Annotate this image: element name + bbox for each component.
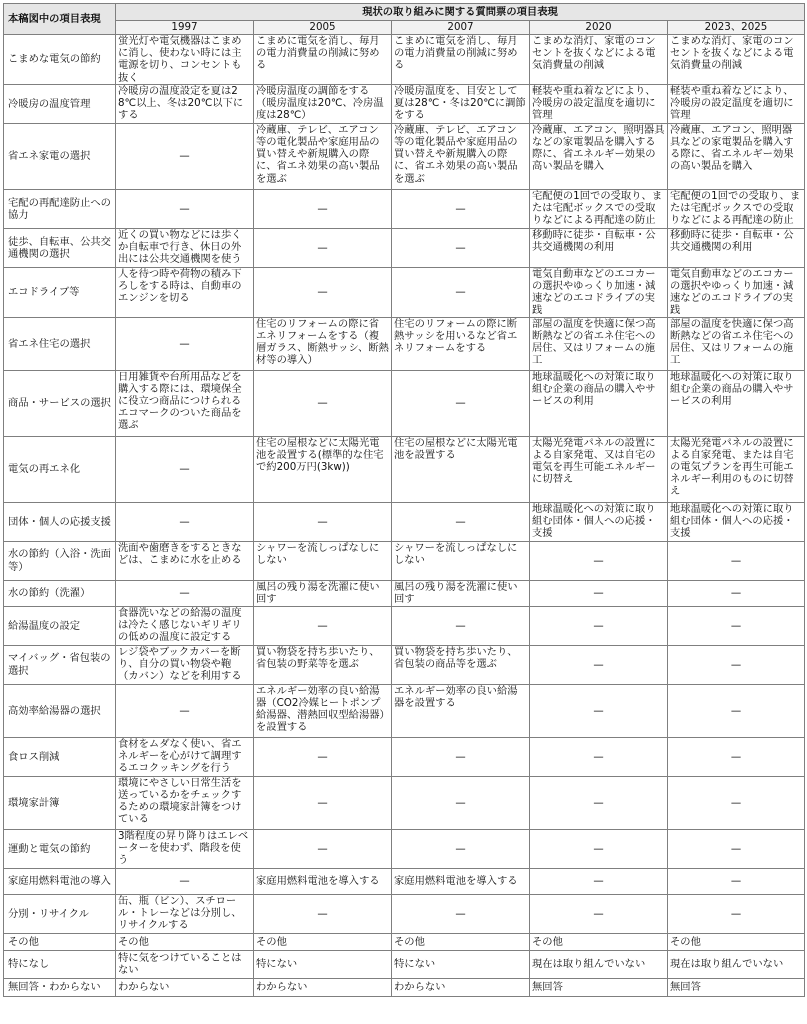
table-cell: 日用雑貨や台所用品などを購入する際には、環境保全に役立つ商品につけられるエコマークのついた商品を選ぶ [116, 370, 254, 436]
table-cell: 移動時に徒歩・自転車・公共交通機関の利用 [530, 228, 668, 267]
table-cell: その他 [530, 933, 668, 950]
table-cell: 宅配便の1回での受取り、または宅配ボックスでの受取りなどによる再配達の防止 [530, 189, 668, 228]
table-cell: 人を待つ時や荷物の積み下ろしをする時は、自動車のエンジンを切る [116, 267, 254, 317]
table-row [4, 35, 805, 85]
year-header-2023-2025: 2023、2025 [668, 21, 805, 35]
row-label: 高効率給湯器の選択 [4, 684, 116, 737]
table-cell: レジ袋やブックカバーを断り、自分の買い物袋や鞄（カバン）などを利用する [116, 645, 254, 684]
table-row [4, 645, 805, 684]
empty-cell: — [254, 737, 392, 776]
table-row [4, 84, 805, 123]
table-row [4, 776, 805, 829]
table-cell: 住宅のリフォームの際に省エネリフォームをする（複層ガラス、断熱サッシ、断熱材等の導入） [254, 317, 392, 370]
empty-cell: — [530, 606, 668, 645]
empty-cell: — [530, 737, 668, 776]
row-label: 水の節約（洗濯） [4, 580, 116, 606]
empty-cell: — [254, 502, 392, 541]
table-cell: 冷蔵庫、テレビ、エアコン等の電化製品や家庭用品の買い替えや新規購入の際に、省エネ効果の高い製品を選ぶ [392, 123, 530, 189]
row-label: 電気の再エネ化 [4, 436, 116, 502]
table-cell: 住宅の屋根などに太陽光電池を設置する [392, 436, 530, 502]
table-cell: こまめに電気を消し、毎月の電力消費量の削減に努める [254, 35, 392, 85]
empty-cell: — [530, 776, 668, 829]
table-cell: 部屋の温度を快適に保つ高断熱などの省エネ住宅への居住、又はリフォームの施工 [530, 317, 668, 370]
table-cell: 地球温暖化への対策に取り組む企業の商品の購入やサービスの利用 [530, 370, 668, 436]
row-label: 分別・リサイクル [4, 894, 116, 933]
empty-cell: — [254, 189, 392, 228]
table-row [4, 606, 805, 645]
table-cell: 冷蔵庫、エアコン、照明器具などの家電製品を購入する際に、省エネルギー効果の高い製品を購入 [530, 123, 668, 189]
table-cell: 特にない [392, 950, 530, 978]
empty-cell: — [254, 894, 392, 933]
row-label: 運動と電気の節約 [4, 829, 116, 868]
table-cell: 風呂の残り湯を洗濯に使い回す [392, 580, 530, 606]
table-cell: 無回答 [668, 978, 805, 996]
row-label: マイバッグ・省包装の選択 [4, 645, 116, 684]
row-label: 徒歩、自転車、公共交通機関の選択 [4, 228, 116, 267]
empty-cell: — [530, 541, 668, 580]
row-label: こまめな電気の節約 [4, 35, 116, 85]
table-cell: 住宅の屋根などに太陽光電池を設置する(標準的な住宅で約200万円(3kw)) [254, 436, 392, 502]
table-cell: 住宅のリフォームの際に断熱サッシを用いるなど省エネリフォームをする [392, 317, 530, 370]
empty-cell: — [254, 829, 392, 868]
table-cell: こまめに電気を消し、毎月の電力消費量の削減に努める [392, 35, 530, 85]
table-cell: 現在は取り組んでいない [668, 950, 805, 978]
table-row [4, 580, 805, 606]
empty-cell: — [392, 228, 530, 267]
row-label: 給湯温度の設定 [4, 606, 116, 645]
table-row [4, 541, 805, 580]
survey-item-comparison-table [3, 3, 805, 997]
table-row [4, 502, 805, 541]
table-cell: 食器洗いなどの給湯の温度は冷たく感じないギリギリの低めの温度に設定する [116, 606, 254, 645]
table-cell: 冷蔵庫、エアコン、照明器具などの家電製品を購入する際に、省エネルギー効果の高い製品を購入 [668, 123, 805, 189]
comparison-table-container [3, 3, 804, 997]
table-row [4, 978, 805, 996]
empty-cell: — [392, 829, 530, 868]
table-cell: 移動時に徒歩・自転車・公共交通機関の利用 [668, 228, 805, 267]
empty-cell: — [254, 267, 392, 317]
row-label: 水の節約（入浴・洗面等） [4, 541, 116, 580]
table-row [4, 317, 805, 370]
year-header-2005: 2005 [254, 21, 392, 35]
row-label: エコドライブ等 [4, 267, 116, 317]
table-cell: 現在は取り組んでいない [530, 950, 668, 978]
table-cell: 冷蔵庫、テレビ、エアコン等の電化製品や家庭用品の買い替えや新規購入の際に、省エネ効果の高い製品を選ぶ [254, 123, 392, 189]
row-label: 商品・サービスの選択 [4, 370, 116, 436]
empty-cell: — [116, 868, 254, 894]
row-label: その他 [4, 933, 116, 950]
empty-cell: — [668, 606, 805, 645]
table-cell: 地球温暖化への対策に取り組む団体・個人への応援・支援 [668, 502, 805, 541]
empty-cell: — [116, 580, 254, 606]
table-cell: 冷暖房温度の調節をする（暖房温度は20℃、冷房温度は28℃） [254, 84, 392, 123]
empty-cell: — [392, 267, 530, 317]
table-row [4, 933, 805, 950]
row-label: 省エネ家電の選択 [4, 123, 116, 189]
empty-cell: — [392, 606, 530, 645]
empty-cell: — [668, 868, 805, 894]
table-cell: 宅配便の1回での受取り、または宅配ボックスでの受取りなどによる再配達の防止 [668, 189, 805, 228]
empty-cell: — [530, 645, 668, 684]
table-cell: エネルギー効率の良い給湯器（CO2冷媒ヒートポンプ給湯器、潜熱回収型給湯器）を設置する [254, 684, 392, 737]
empty-cell: — [116, 317, 254, 370]
empty-cell: — [392, 502, 530, 541]
empty-cell: — [254, 370, 392, 436]
table-cell: 軽装や重ね着などにより、冷暖房の設定温度を適切に管理 [530, 84, 668, 123]
year-header-2007: 2007 [392, 21, 530, 35]
year-header-2020: 2020 [530, 21, 668, 35]
row-label: 省エネ住宅の選択 [4, 317, 116, 370]
table-cell: その他 [254, 933, 392, 950]
empty-cell: — [530, 868, 668, 894]
empty-cell: — [392, 189, 530, 228]
empty-cell: — [668, 684, 805, 737]
table-cell: こまめな消灯、家電のコンセントを抜くなどによる電気消費量の削減 [668, 35, 805, 85]
empty-cell: — [668, 737, 805, 776]
table-cell: 風呂の残り湯を洗濯に使い回す [254, 580, 392, 606]
table-cell: 缶、瓶（ビン）、スチロール・トレーなどは分別し、リサイクルする [116, 894, 254, 933]
row-label: 環境家計簿 [4, 776, 116, 829]
table-cell: わからない [116, 978, 254, 996]
table-cell: 特に気をつけていることはない [116, 950, 254, 978]
row-label: 特になし [4, 950, 116, 978]
row-label: 無回答・わからない [4, 978, 116, 996]
table-cell: その他 [392, 933, 530, 950]
table-row [4, 436, 805, 502]
table-cell: エネルギー効率の良い給湯器を設置する [392, 684, 530, 737]
table-body [4, 35, 805, 997]
empty-cell: — [116, 189, 254, 228]
table-row [4, 684, 805, 737]
table-cell: 環境にやさしい日常生活を送っているかをチェックするための環境家計簿をつけている [116, 776, 254, 829]
empty-cell: — [530, 684, 668, 737]
empty-cell: — [254, 606, 392, 645]
table-cell: 部屋の温度を快適に保つ高断熱などの省エネ住宅への居住、又はリフォームの施工 [668, 317, 805, 370]
table-cell: 電気自動車などのエコカーの選択やゆっくり加速・減速などのエコドライブの実践 [530, 267, 668, 317]
table-cell: 電気自動車などのエコカーの選択やゆっくり加速・減速などのエコドライブの実践 [668, 267, 805, 317]
table-title: 現状の取り組みに関する質問票の項目表現 [116, 4, 805, 21]
table-cell: 特にない [254, 950, 392, 978]
table-row [4, 123, 805, 189]
table-cell: その他 [116, 933, 254, 950]
empty-cell: — [530, 829, 668, 868]
empty-cell: — [668, 776, 805, 829]
table-cell: 3階程度の昇り降りはエレベーターを使わず、階段を使う [116, 829, 254, 868]
table-cell: 地球温暖化への対策に取り組む団体・個人への応援・支援 [530, 502, 668, 541]
table-row [4, 737, 805, 776]
table-row [4, 370, 805, 436]
table-cell: 冷暖房温度を、目安として夏は28℃・冬は20℃に調節をする [392, 84, 530, 123]
empty-cell: — [254, 228, 392, 267]
table-row [4, 228, 805, 267]
table-cell: 地球温暖化への対策に取り組む企業の商品の購入やサービスの利用 [668, 370, 805, 436]
empty-cell: — [668, 645, 805, 684]
empty-cell: — [668, 580, 805, 606]
row-header-title: 本稿図中の項目表現 [4, 4, 116, 35]
row-label: 宅配の再配達防止への協力 [4, 189, 116, 228]
empty-cell: — [392, 894, 530, 933]
table-cell: 太陽光発電パネルの設置による自家発電、又は自宅の電気を再生可能エネルギーに切替え [530, 436, 668, 502]
empty-cell: — [392, 370, 530, 436]
table-cell: こまめな消灯、家電のコンセントを抜くなどによる電気消費量の削減 [530, 35, 668, 85]
table-cell: 近くの買い物などには歩くか自転車で行き、休日の外出には公共交通機関を使う [116, 228, 254, 267]
year-header-1997: 1997 [116, 21, 254, 35]
table-cell: その他 [668, 933, 805, 950]
empty-cell: — [392, 737, 530, 776]
empty-cell: — [668, 541, 805, 580]
empty-cell: — [116, 436, 254, 502]
table-cell: 軽装や重ね着などにより、冷暖房の設定温度を適切に管理 [668, 84, 805, 123]
row-label: 冷暖房の温度管理 [4, 84, 116, 123]
empty-cell: — [116, 123, 254, 189]
table-cell: 太陽光発電パネルの設置による自家発電、または自宅の電気プランを再生可能エネルギー利用のものに切替え [668, 436, 805, 502]
table-row [4, 950, 805, 978]
table-cell: シャワーを流しっぱなしにしない [254, 541, 392, 580]
table-cell: 無回答 [530, 978, 668, 996]
empty-cell: — [254, 776, 392, 829]
table-row [4, 894, 805, 933]
table-cell: 洗面や歯磨きをするときなどは、こまめに水を止める [116, 541, 254, 580]
table-cell: シャワーを流しっぱなしにしない [392, 541, 530, 580]
empty-cell: — [116, 502, 254, 541]
row-label: 食ロス削減 [4, 737, 116, 776]
empty-cell: — [668, 894, 805, 933]
table-cell: 買い物袋を持ち歩いたり、省包装の商品等を選ぶ [392, 645, 530, 684]
row-label: 家庭用燃料電池の導入 [4, 868, 116, 894]
table-cell: 家庭用燃料電池を導入する [254, 868, 392, 894]
table-cell: 買い物袋を持ち歩いたり、省包装の野菜等を選ぶ [254, 645, 392, 684]
empty-cell: — [530, 580, 668, 606]
table-cell: わからない [254, 978, 392, 996]
empty-cell: — [116, 684, 254, 737]
row-label: 団体・個人の応援支援 [4, 502, 116, 541]
empty-cell: — [668, 829, 805, 868]
table-row [4, 868, 805, 894]
table-cell: 食材をムダなく使い、省エネルギーを心がけて調理するエコクッキングを行う [116, 737, 254, 776]
table-cell: わからない [392, 978, 530, 996]
table-row [4, 829, 805, 868]
table-row [4, 189, 805, 228]
table-cell: 冷暖房の温度設定を夏は28℃以上、冬は20℃以下にする [116, 84, 254, 123]
table-cell: 蛍光灯や電気機器はこまめに消し、使わない時には主電源を切り、コンセントも抜く [116, 35, 254, 85]
table-row [4, 267, 805, 317]
empty-cell: — [392, 776, 530, 829]
empty-cell: — [530, 894, 668, 933]
table-cell: 家庭用燃料電池を導入する [392, 868, 530, 894]
